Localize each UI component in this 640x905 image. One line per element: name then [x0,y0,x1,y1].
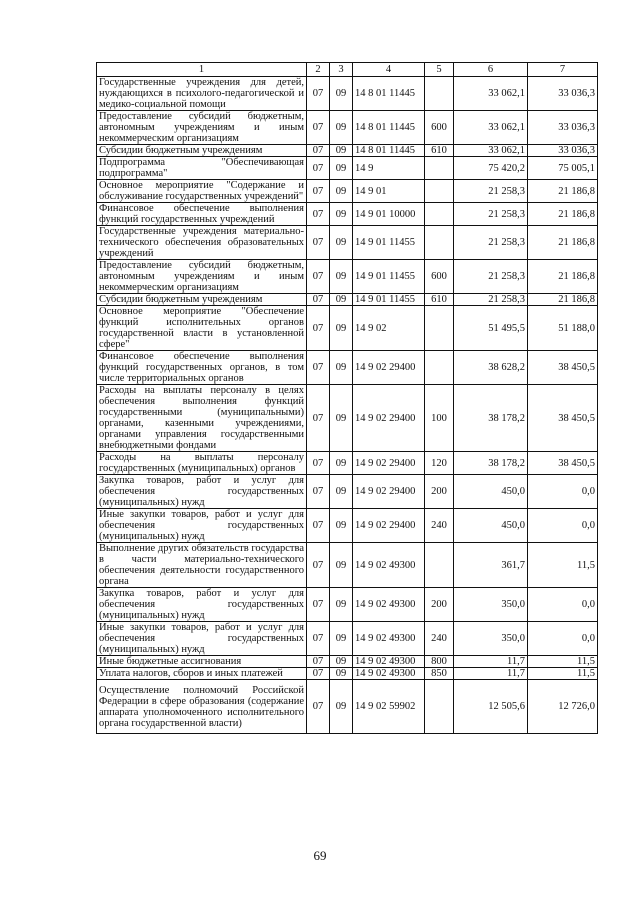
header-row [97,63,598,77]
col-header-6: 6 [454,63,528,77]
row-amount-year-2: 38 450,5 [528,452,598,475]
row-amount-year-1: 33 062,1 [454,145,528,157]
row-section: 07 [307,226,330,260]
row-target-code: 14 9 02 [353,306,425,351]
table-row [97,385,598,452]
row-amount-year-1: 12 505,6 [454,680,528,734]
row-name: Государственные учреждения для детей, нуждающихся в психолого-педагогической и медико-социальной помощи [97,77,307,111]
row-amount-year-1: 21 258,3 [454,260,528,294]
row-name: Предоставление субсидий бюджетным, автономным учреждениям и иным некоммерческим организациям [97,111,307,145]
row-subsection: 09 [330,306,353,351]
row-subsection: 09 [330,180,353,203]
row-amount-year-2: 38 450,5 [528,351,598,385]
row-expense-type: 610 [425,145,454,157]
row-expense-type [425,351,454,385]
row-section: 07 [307,294,330,306]
col-header-5: 5 [425,63,454,77]
row-section: 07 [307,203,330,226]
row-target-code: 14 9 02 29400 [353,351,425,385]
row-subsection: 09 [330,622,353,656]
row-target-code: 14 9 02 49300 [353,622,425,656]
row-subsection: 09 [330,145,353,157]
table-row [97,226,598,260]
row-subsection: 09 [330,226,353,260]
row-amount-year-2: 11,5 [528,668,598,680]
row-subsection: 09 [330,452,353,475]
row-target-code: 14 9 01 [353,180,425,203]
row-amount-year-1: 51 495,5 [454,306,528,351]
row-expense-type: 240 [425,509,454,543]
col-header-4: 4 [353,63,425,77]
row-section: 07 [307,306,330,351]
row-subsection: 09 [330,543,353,588]
row-section: 07 [307,351,330,385]
row-target-code: 14 9 02 29400 [353,385,425,452]
table-row [97,622,598,656]
table-row [97,543,598,588]
budget-table [96,62,598,734]
row-amount-year-2: 0,0 [528,509,598,543]
col-header-3: 3 [330,63,353,77]
row-name: Иные закупки товаров, работ и услуг для обеспечения государственных (муниципальных) нужд [97,622,307,656]
row-amount-year-1: 38 178,2 [454,385,528,452]
row-name: Субсидии бюджетным учреждениям [97,294,307,306]
row-target-code: 14 9 01 10000 [353,203,425,226]
row-amount-year-1: 450,0 [454,475,528,509]
row-expense-type [425,77,454,111]
row-expense-type [425,226,454,260]
row-name: Государственные учреждения материально-технического обеспечения образовательных учреждений [97,226,307,260]
row-amount-year-2: 0,0 [528,475,598,509]
row-expense-type [425,180,454,203]
col-header-7: 7 [528,63,598,77]
row-expense-type: 200 [425,475,454,509]
table-row [97,111,598,145]
row-target-code: 14 9 02 49300 [353,668,425,680]
table-row [97,509,598,543]
row-target-code: 14 9 02 29400 [353,509,425,543]
row-section: 07 [307,588,330,622]
table-row [97,77,598,111]
page-number: 69 [313,848,327,863]
row-target-code: 14 9 02 49300 [353,543,425,588]
row-amount-year-2: 33 036,3 [528,145,598,157]
row-amount-year-1: 33 062,1 [454,77,528,111]
row-target-code: 14 8 01 11445 [353,111,425,145]
row-subsection: 09 [330,680,353,734]
row-subsection: 09 [330,351,353,385]
row-amount-year-2: 12 726,0 [528,680,598,734]
row-amount-year-2: 21 186,8 [528,203,598,226]
row-expense-type: 850 [425,668,454,680]
row-expense-type: 600 [425,111,454,145]
row-name: Выполнение других обязательств государства в части материально-технического обеспечения деятельности государственного органа [97,543,307,588]
row-name: Расходы на выплаты персоналу государственных (муниципальных) органов [97,452,307,475]
row-section: 07 [307,157,330,180]
row-amount-year-2: 21 186,8 [528,180,598,203]
row-amount-year-1: 33 062,1 [454,111,528,145]
row-amount-year-2: 21 186,8 [528,294,598,306]
row-name: Подпрограмма "Обеспечивающая подпрограмма" [97,157,307,180]
table-row [97,157,598,180]
table-row [97,475,598,509]
table-row [97,294,598,306]
row-target-code: 14 9 02 29400 [353,452,425,475]
row-amount-year-2: 21 186,8 [528,260,598,294]
row-amount-year-1: 38 628,2 [454,351,528,385]
row-subsection: 09 [330,385,353,452]
row-expense-type: 800 [425,656,454,668]
row-expense-type: 600 [425,260,454,294]
row-section: 07 [307,656,330,668]
table-row [97,145,598,157]
row-amount-year-2: 33 036,3 [528,77,598,111]
row-name: Осуществление полномочий Российской Федерации в сфере образования (содержание аппарата уполномоченного исполнительного органа государственной власти) [97,680,307,734]
col-header-2: 2 [307,63,330,77]
row-section: 07 [307,452,330,475]
row-amount-year-1: 75 420,2 [454,157,528,180]
row-target-code: 14 9 01 11455 [353,260,425,294]
row-amount-year-2: 33 036,3 [528,111,598,145]
row-amount-year-2: 51 188,0 [528,306,598,351]
row-name: Иные бюджетные ассигнования [97,656,307,668]
row-expense-type: 120 [425,452,454,475]
row-section: 07 [307,385,330,452]
row-section: 07 [307,622,330,656]
row-subsection: 09 [330,77,353,111]
col-header-1: 1 [97,63,307,77]
row-expense-type: 100 [425,385,454,452]
row-target-code: 14 9 [353,157,425,180]
row-expense-type [425,543,454,588]
row-section: 07 [307,180,330,203]
row-amount-year-1: 361,7 [454,543,528,588]
table-row [97,680,598,734]
row-section: 07 [307,111,330,145]
row-section: 07 [307,475,330,509]
row-name: Предоставление субсидий бюджетным, автономным учреждениям и иным некоммерческим организациям [97,260,307,294]
row-amount-year-1: 450,0 [454,509,528,543]
row-name: Финансовое обеспечение выполнения функций государственных учреждений [97,203,307,226]
row-target-code: 14 9 02 29400 [353,475,425,509]
row-section: 07 [307,145,330,157]
row-name: Закупка товаров, работ и услуг для обеспечения государственных (муниципальных) нужд [97,475,307,509]
row-subsection: 09 [330,588,353,622]
row-subsection: 09 [330,656,353,668]
row-section: 07 [307,543,330,588]
table-row [97,452,598,475]
table-row [97,180,598,203]
row-expense-type [425,306,454,351]
row-amount-year-1: 21 258,3 [454,180,528,203]
row-amount-year-2: 75 005,1 [528,157,598,180]
row-amount-year-2: 0,0 [528,588,598,622]
row-amount-year-1: 350,0 [454,622,528,656]
row-amount-year-1: 21 258,3 [454,203,528,226]
table-row [97,260,598,294]
row-amount-year-1: 11,7 [454,656,528,668]
row-target-code: 14 9 02 49300 [353,656,425,668]
row-section: 07 [307,509,330,543]
row-name: Субсидии бюджетным учреждениям [97,145,307,157]
row-name: Уплата налогов, сборов и иных платежей [97,668,307,680]
row-expense-type [425,203,454,226]
row-target-code: 14 9 01 11455 [353,294,425,306]
row-expense-type [425,157,454,180]
row-expense-type: 200 [425,588,454,622]
table-row [97,588,598,622]
row-target-code: 14 9 02 49300 [353,588,425,622]
row-amount-year-2: 0,0 [528,622,598,656]
row-amount-year-1: 21 258,3 [454,226,528,260]
row-subsection: 09 [330,157,353,180]
row-name: Расходы на выплаты персоналу в целях обеспечения выполнения функций государственными (муниципальными) органами, казенными учреждениями, органами управления государственными внебюджетными фондами [97,385,307,452]
row-name: Основное мероприятие "Обеспечение функций исполнительных органов государственной власти в установленной сфере" [97,306,307,351]
row-subsection: 09 [330,294,353,306]
row-amount-year-1: 11,7 [454,668,528,680]
row-amount-year-1: 38 178,2 [454,452,528,475]
row-subsection: 09 [330,475,353,509]
row-target-code: 14 9 02 59902 [353,680,425,734]
table-row [97,306,598,351]
row-section: 07 [307,260,330,294]
row-expense-type: 240 [425,622,454,656]
row-target-code: 14 8 01 11445 [353,145,425,157]
row-expense-type: 610 [425,294,454,306]
row-section: 07 [307,680,330,734]
row-name: Финансовое обеспечение выполнения функций государственных органов, в том числе территориальных органов [97,351,307,385]
table-row [97,656,598,668]
table-row [97,203,598,226]
row-amount-year-2: 21 186,8 [528,226,598,260]
row-subsection: 09 [330,203,353,226]
row-subsection: 09 [330,111,353,145]
row-amount-year-2: 11,5 [528,543,598,588]
row-subsection: 09 [330,260,353,294]
table-row [97,668,598,680]
row-amount-year-1: 350,0 [454,588,528,622]
row-name: Иные закупки товаров, работ и услуг для обеспечения государственных (муниципальных) нужд [97,509,307,543]
row-section: 07 [307,668,330,680]
row-subsection: 09 [330,668,353,680]
row-amount-year-1: 21 258,3 [454,294,528,306]
row-expense-type [425,680,454,734]
row-amount-year-2: 11,5 [528,656,598,668]
row-target-code: 14 9 01 11455 [353,226,425,260]
row-target-code: 14 8 01 11445 [353,77,425,111]
row-section: 07 [307,77,330,111]
table-row [97,351,598,385]
row-amount-year-2: 38 450,5 [528,385,598,452]
row-subsection: 09 [330,509,353,543]
row-name: Закупка товаров, работ и услуг для обеспечения государственных (муниципальных) нужд [97,588,307,622]
row-name: Основное мероприятие "Содержание и обслуживание государственных учреждений" [97,180,307,203]
